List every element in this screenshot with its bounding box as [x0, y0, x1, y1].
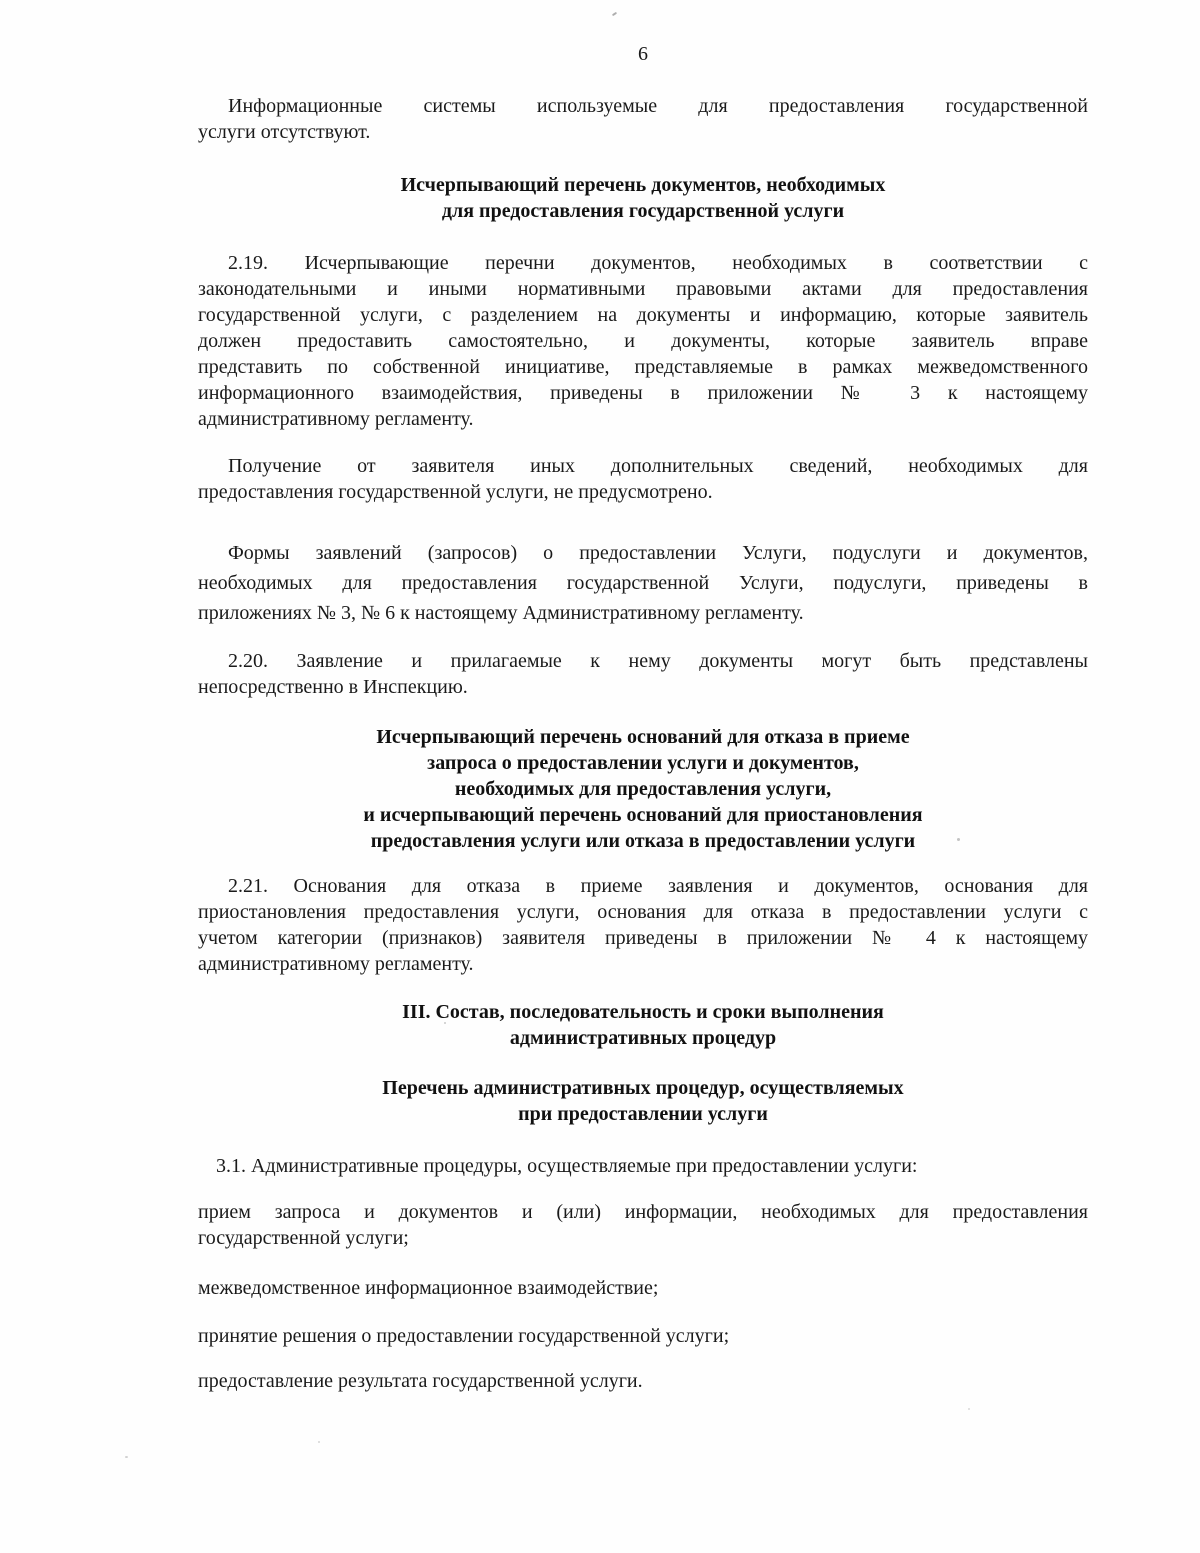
paragraph-additional-info: [198, 453, 1088, 505]
procedure-item: [198, 1275, 1088, 1301]
procedure-item: [198, 1368, 1088, 1394]
paragraph-application-forms: [198, 538, 1088, 628]
text-line: межведомственное информационное взаимодействие;: [198, 1277, 659, 1299]
scan-speck: [318, 1441, 320, 1443]
page-number: 6: [638, 43, 648, 65]
text-line: услуги отсутствуют.: [198, 121, 371, 143]
paragraph-2-19: [198, 250, 1088, 432]
heading-line: Перечень административных процедур, осуществляемых: [382, 1077, 904, 1099]
text-line: непосредственно в Инспекцию.: [198, 676, 468, 698]
text-line: принятие решения о предоставлении государственной услуги;: [198, 1325, 730, 1347]
heading-line: административных процедур: [509, 1027, 777, 1049]
text-line: административному регламенту.: [198, 408, 474, 430]
text-line: предоставления государственной услуги, не предусмотрено.: [198, 481, 713, 503]
text-line: 2.19. Исчерпывающие перечни документов, необходимых в соответствии с: [228, 252, 1088, 274]
text-line: необходимых для предоставления государственной Услуги, подуслуги, приведены в: [198, 572, 1088, 594]
scan-speck: [957, 838, 960, 841]
text-line: Формы заявлений (запросов) о предоставлении Услуги, подуслуги и документов,: [228, 542, 1088, 564]
heading-line: Исчерпывающий перечень оснований для отказа в приеме: [376, 726, 910, 748]
text-line: 2.20. Заявление и прилагаемые к нему документы могут быть представлены: [228, 650, 1088, 672]
paragraph-2-21: [198, 873, 1088, 977]
text-line: приостановления предоставления услуги, основания для отказа в предоставлении услуги с: [198, 901, 1088, 923]
text-line: государственной услуги, с разделением на документы и информацию, которые заявитель: [198, 304, 1088, 326]
text-line: должен предоставить самостоятельно, и документы, которые заявитель вправе: [198, 330, 1088, 352]
text-line: законодательными и иными нормативными правовыми актами для предоставления: [198, 278, 1088, 300]
paragraph-2-20: [198, 648, 1088, 700]
scan-speck: [444, 1022, 446, 1024]
paragraph-information-systems: [198, 93, 1088, 145]
text-line: информационного взаимодействия, приведены в приложении № 3 к настоящему: [198, 382, 1088, 404]
scan-speck: [968, 1408, 970, 1410]
heading-documents-list: [198, 172, 1088, 224]
text-line: 2.21. Основания для отказа в приеме заявления и документов, основания для: [228, 875, 1088, 897]
heading-section-iii: [198, 999, 1088, 1051]
heading-line: запроса о предоставлении услуги и документов,: [427, 752, 859, 774]
heading-line: предоставления услуги или отказа в предоставлении услуги: [370, 830, 916, 852]
procedure-item: [198, 1323, 1088, 1349]
text-line: учетом категории (признаков) заявителя приведены в приложении № 4 к настоящему: [198, 927, 1088, 949]
text-line: предоставление результата государственной услуги.: [198, 1370, 643, 1392]
heading-line: для предоставления государственной услуги: [441, 200, 845, 222]
heading-procedures-list: [198, 1075, 1088, 1127]
heading-line: при предоставлении услуги: [518, 1103, 768, 1125]
text-line: прием запроса и документов и (или) информации, необходимых для предоставления: [198, 1201, 1088, 1223]
heading-line: III. Состав, последовательность и сроки выполнения: [402, 1001, 884, 1023]
text-line: 3.1. Административные процедуры, осуществляемые при предоставлении услуги:: [216, 1155, 918, 1177]
scan-speck: [125, 1456, 128, 1458]
text-line: приложениях № 3, № 6 к настоящему Административному регламенту.: [198, 602, 804, 624]
paragraph-3-1: [198, 1153, 1088, 1179]
text-line: представить по собственной инициативе, представляемые в рамках межведомственного: [198, 356, 1088, 378]
procedure-item: [198, 1199, 1088, 1251]
text-line: административному регламенту.: [198, 953, 474, 975]
heading-refusal-grounds: [198, 724, 1088, 854]
heading-line: Исчерпывающий перечень документов, необходимых: [400, 174, 886, 196]
heading-line: необходимых для предоставления услуги,: [454, 778, 832, 800]
text-line: государственной услуги;: [198, 1227, 409, 1249]
heading-line: и исчерпывающий перечень оснований для приостановления: [363, 804, 923, 826]
text-line: Получение от заявителя иных дополнительных сведений, необходимых для: [228, 455, 1088, 477]
text-line: Информационные системы используемые для предоставления государственной: [228, 95, 1088, 117]
